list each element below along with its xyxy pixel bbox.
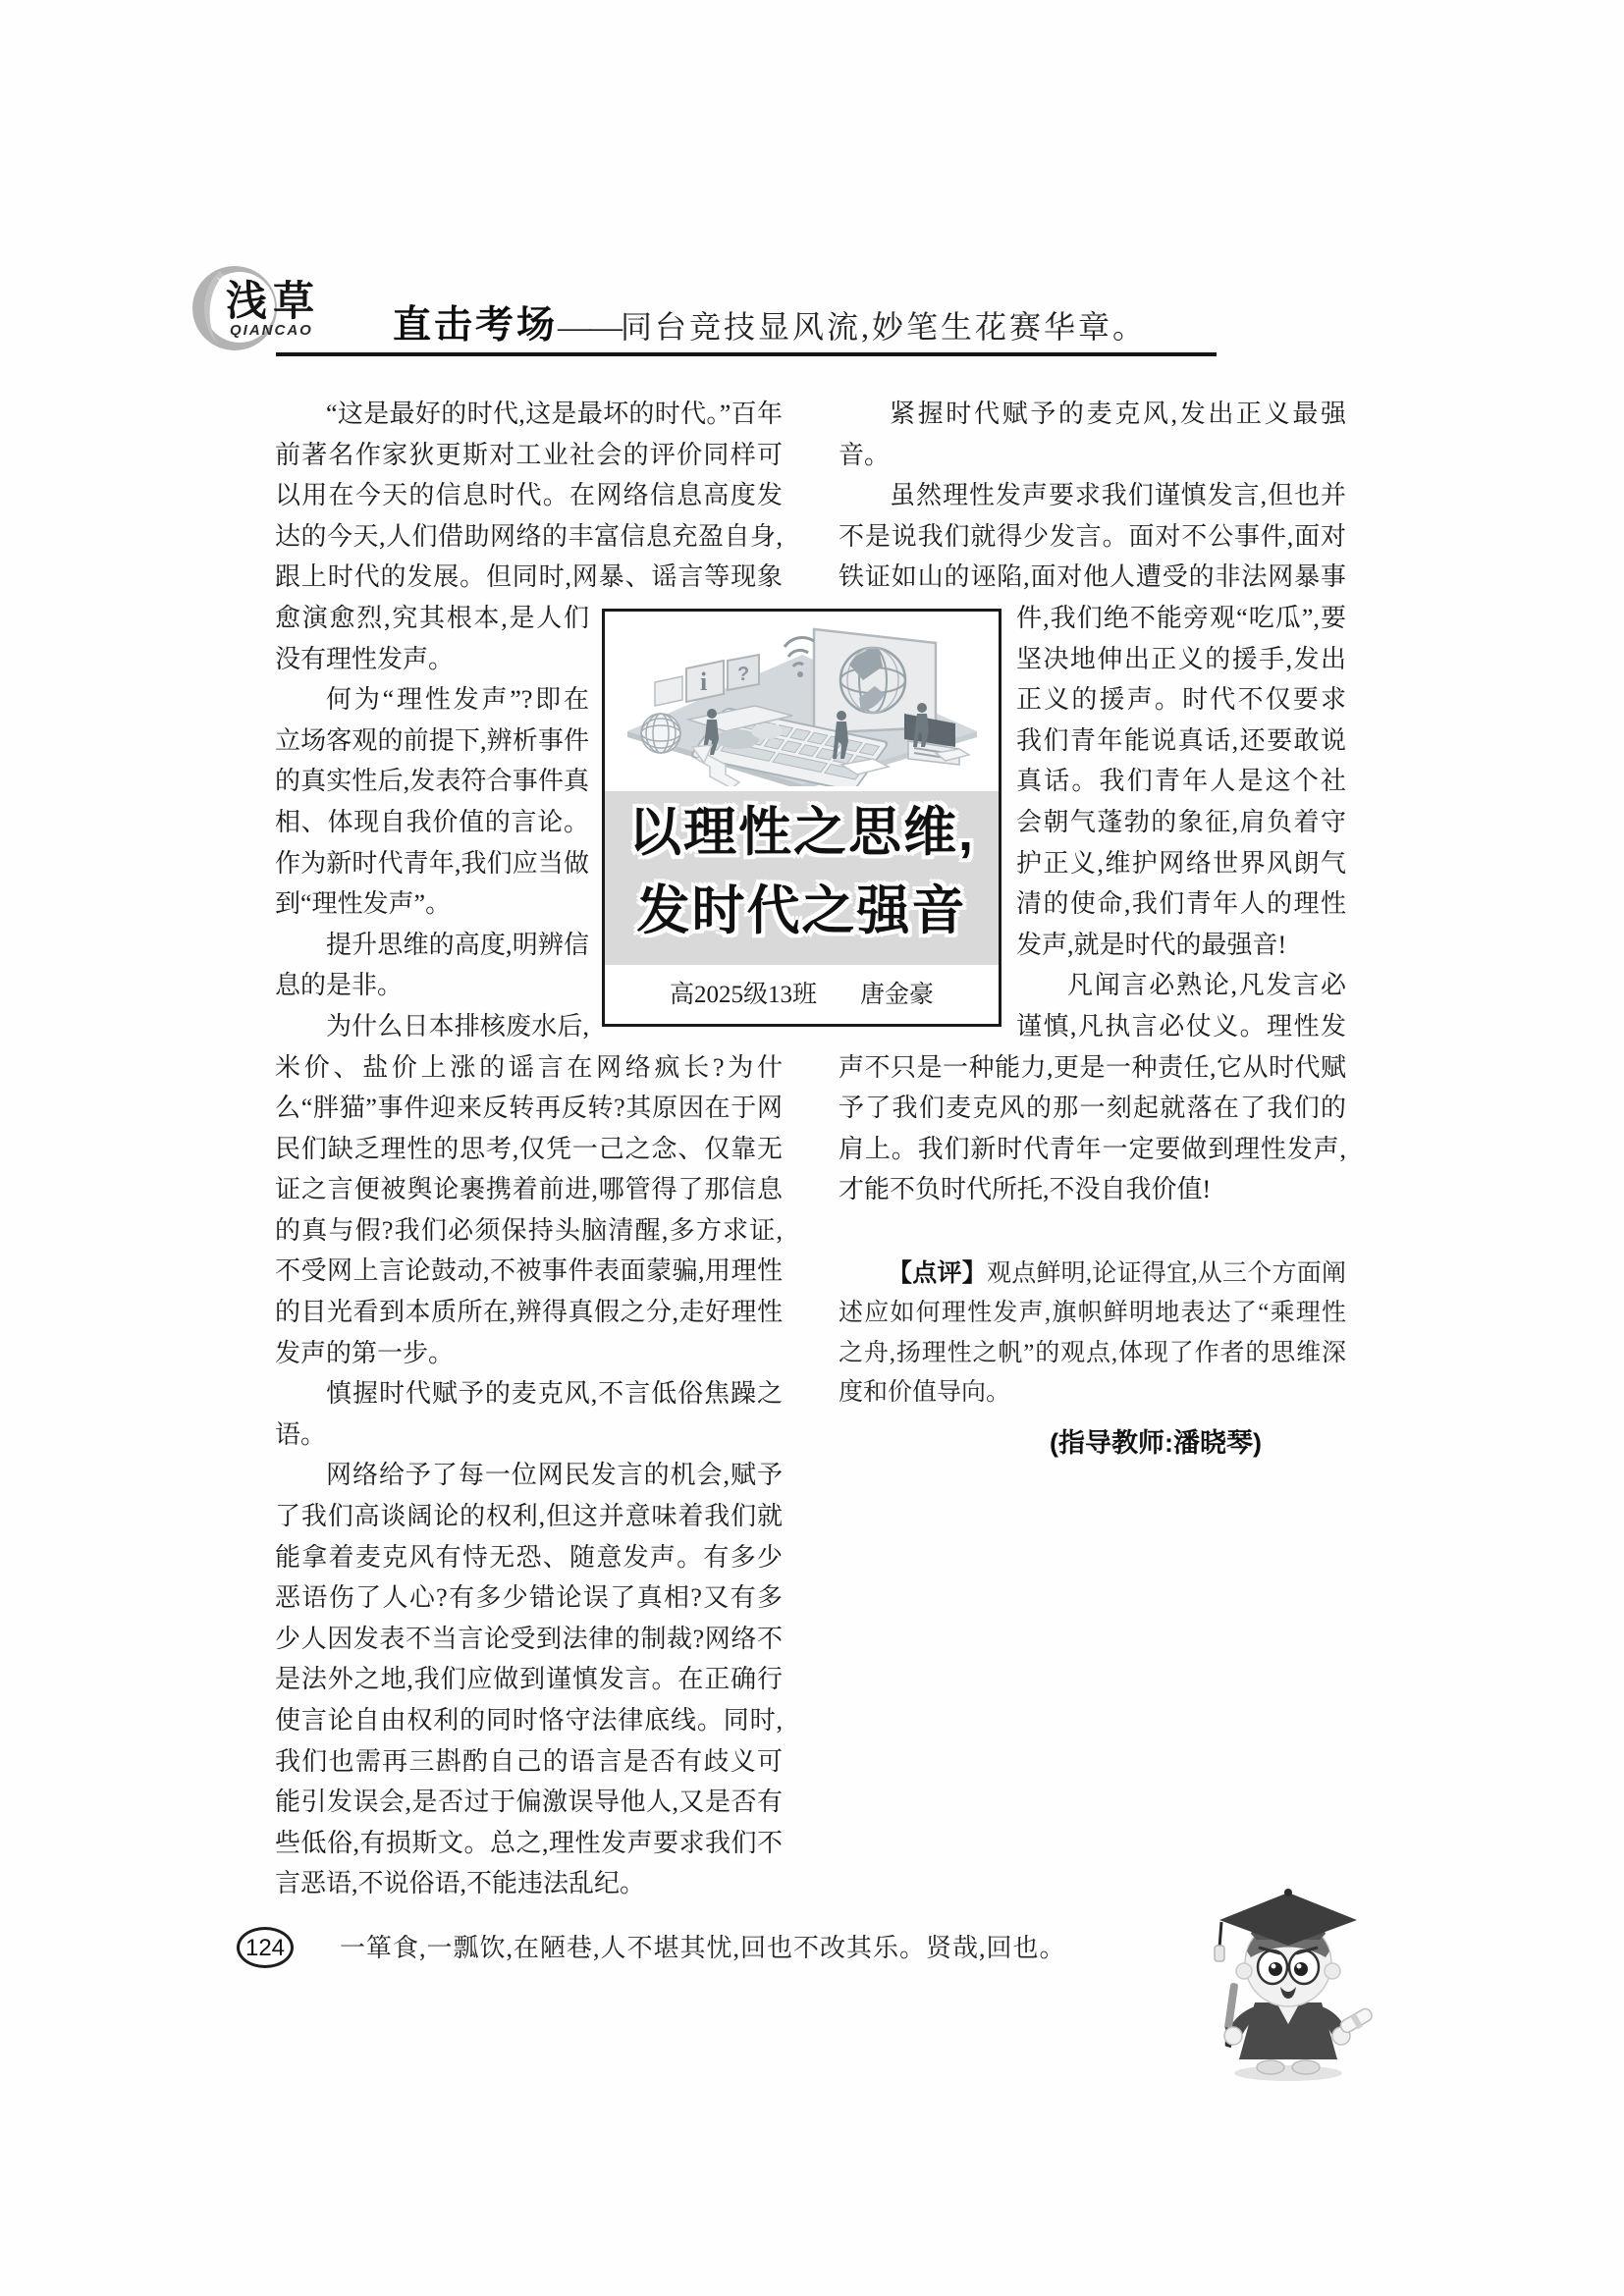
brush-icon — [1223, 1983, 1242, 2049]
teacher-credit: (指导教师:潘晓琴) — [1050, 1427, 1262, 1458]
svg-text:i: i — [700, 667, 708, 696]
essay-paragraph: 为什么日本排核废水后,米价、盐价上涨的谣言在网络疯长?为什么“胖猫”事件迎来反转再反转?其原因在于网民们缺乏理性的思考,仅凭一己之念、仅靠无证之言便被舆论裹携着前进,哪管得了那信息的真与假?我们必须保持头脑清醒,多方求证,不受网上言论鼓动,不被事件表面蒙骗,用理性的目光看到本质所在,辨得真假之分,走好理性发声的第一步。 — [275, 1011, 783, 1367]
logo-cn-text: 浅草 — [226, 280, 321, 325]
qiancao-logo — [190, 263, 357, 365]
svg-text:?: ? — [737, 664, 750, 685]
essay-byline — [605, 975, 999, 1010]
header-rule — [276, 352, 1217, 356]
byline-author: 唐金豪 — [860, 982, 935, 1008]
wireframe-globe — [641, 714, 680, 753]
mascot-graduate-icon — [1190, 1877, 1382, 2083]
essay-paragraph: “这是最好的时代,这是最坏的时代。”百年前著名作家狄更斯对工业社会的评价同样可以用在今天的信息时代。在网络信息高度发达的今天,人们借助网络的丰富信息充盈自身,跟上时代的发展。但同时,网暴、谣言等现象愈演愈烈,究其根本,是人们没有理性发声。 — [275, 400, 783, 673]
section-title: 直击考场 — [393, 304, 559, 347]
page-number: 124 — [237, 1927, 294, 1968]
section-header — [393, 294, 1276, 349]
byline-class: 高2025级13班 — [669, 982, 817, 1008]
essay-title-line2: 发时代之强音 — [636, 881, 967, 940]
section-tagline: 同台竞技显风流,妙笔生花赛华章。 — [621, 309, 1148, 345]
review-label: 【点评】 — [888, 1258, 987, 1287]
essay-feature-box — [602, 609, 1001, 1027]
essay-paragraph: 紧握时代赋予的麦克风,发出正义最强音。 — [839, 400, 1346, 469]
essay-title-banner — [605, 791, 999, 965]
essay-paragraph: 虽然理性发声要求我们谨慎发言,但也并不是说我们就得少发言。面对不公事件,面对铁证如山的诬陷,面对他人遭受的非法网暴事件,我们绝不能旁观“吃瓜”,要坚决地伸出正义的援手,发出正义的援声。时代不仅要求我们青年能说真话,还要敢说真话。我们青年人是这个社会朝气蓬勃的象征,肩负着守护正义,维护网络世界风朗气清的使命,我们青年人的理性发声,就是时代的最强音! — [839, 481, 1346, 959]
essay-title-line1: 以理性之思维, — [627, 803, 975, 862]
footer-quote: 一箪食,一瓢饮,在陋巷,人不堪其忧,回也不改其乐。贤哉,回也。 — [340, 1934, 1066, 1962]
essay-paragraph: 凡闻言必熟论,凡发言必谨慎,凡执言必仗义。理性发声不只是一种能力,更是一种责任,它从时代赋予了我们麦克风的那一刻起就落在了我们的肩上。我们新时代青年一定要做到理性发声,才能不负时代所托,不没自我价值! — [839, 971, 1346, 1204]
section-dash: —— — [558, 309, 622, 346]
essay-paragraph: 网络给予了每一位网民发言的机会,赋予了我们高谈阔论的权利,但这并意味着我们就能拿着麦克风有恃无恐、随意发声。有多少恶语伤了人心?有多少错论误了真相?又有多少人因发表不当言论受到法律的制裁?网络不是法外之地,我们应做到谨慎发言。在正确行使言论自由权利的同时恪守法律底线。同时,我们也需再三斟酌自己的语言是否有歧义可能引发误会,是否过于偏激误导他人,又是否有些低俗,有损斯文。总之,理性发声要求我们不言恶语,不说俗语,不能违法乱纪。 — [275, 1461, 783, 1898]
essay-paragraph: 慎握时代赋予的麦克风,不言低俗焦躁之语。 — [275, 1379, 783, 1449]
review-comment — [839, 1254, 1346, 1414]
essay-paragraph: 何为“理性发声”?即在立场客观的前提下,辨析事件的真实性后,发表符合事件真相、体现自我价值的言论。作为新时代青年,我们应当做到“理性发声”。 — [275, 685, 589, 919]
logo-en-text: QIANCAO — [230, 322, 313, 339]
essay-paragraph: 提升思维的高度,明辨信息的是非。 — [275, 930, 589, 1000]
network-illustration — [610, 617, 994, 786]
review-text: 观点鲜明,论证得宜,从三个方面阐述应如何理性发声,旗帜鲜明地表达了“乘理性之舟,扬理性之帆”的观点,体现了作者的思维深度和价值导向。 — [839, 1259, 1346, 1407]
